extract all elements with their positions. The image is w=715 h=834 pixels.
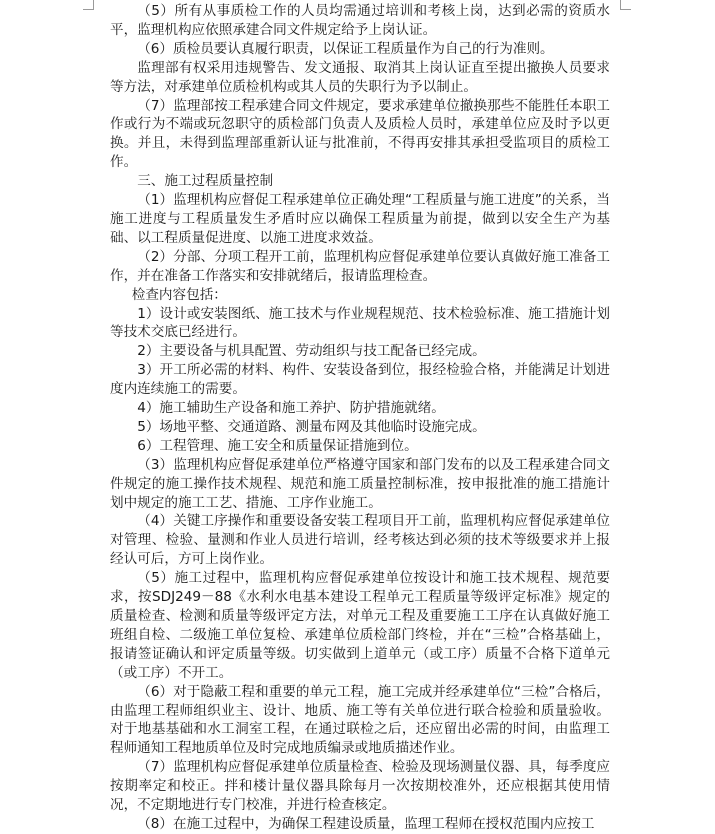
- paragraph: （1）监理机构应督促工程承建单位正确处理“工程质量与施工进度”的关系，当施工进度与工程质量发生矛盾时应以确保工程质量为前提，做到以安全生产为基础、以工程质量促进度、以施工进度求效益。: [110, 192, 610, 246]
- crop-mark: [83, 9, 94, 10]
- paragraph: 监理部有权采用违规警告、发文通报、取消其上岗认证直至提出撤换人员要求等方法，对承建单位质检机构或其人员的失职行为予以制止。: [110, 59, 610, 95]
- crop-mark: [620, 9, 631, 10]
- list-item: 5）场地平整、交通道路、测量布网及其他临时设施完成。: [137, 418, 486, 435]
- document-body: [110, 2, 610, 834]
- paragraph: （3）监理机构应督促承建单位严格遵守国家和部门发布的以及工程承建合同文件规定的施工操作技术规程、规范和施工质量控制标准，按申报批准的施工措施计划中规定的施工工艺、措施、工序作业施工。: [110, 456, 610, 511]
- paragraph: （7）监理机构应督促承建单位质量检查、检验及现场测量仪器、具，每季度应按期率定和校正。拌和楼计量仪器具除每月一次按期校准外，还应根据其使用情况，不定期地进行专门校准，并进行检查核定。: [110, 759, 610, 814]
- paragraph: 检查内容包括：: [131, 286, 227, 303]
- list-item: 6）工程管理、施工安全和质量保证措施到位。: [137, 437, 418, 454]
- paragraph: （8）在施工过程中，为确保工程建设质量，监理工程师在授权范围内应按工: [137, 815, 595, 832]
- paragraph: （6）对于隐蔽工程和重要的单元工程，施工完成并经承建单位“三检”合格后，由监理工程师组织业主、设计、地质、施工等有关单位进行联合检验和质量验收。对于地基基础和水工洞室工程，在通过联检之后，还应留出必需的时间，由监理工程师通知工程地质单位及时完成地质编录或地质描述作业。: [110, 683, 610, 757]
- paragraph: （5）所有从事质检工作的人员均需通过培训和考核上岗，达到必需的资质水平，监理机构应依照承建合同文件规定给予上岗认证。: [110, 3, 610, 38]
- paragraph: （6）质检员要认真履行职责，以保证工程质量作为自己的行为准则。: [137, 40, 554, 57]
- paragraph: （2）分部、分项工程开工前，监理机构应督促承建单位要认真做好施工准备工作，并在准备工作落实和安排就绪后，报请监理检查。: [110, 248, 610, 284]
- paragraph: （7）监理部按工程承建合同文件规定，要求承建单位撤换那些不能胜任本职工作或行为不端或玩忽职守的质检部门负责人及质检人员时，承建单位应及时予以更换。并且，未得到监理部重新认证与批准前，不得再安排其承担受监项目的质检工作。: [110, 97, 610, 171]
- section-heading: 三、施工过程质量控制: [137, 173, 274, 190]
- paragraph: （5）施工过程中，监理机构应督促承建单位按设计和施工技术规程、规范要求，按SDJ249－88《水利水电基本建设工程单元工程质量等级评定标准》规定的质量检查、检测和质量等级评定方法，对单元工程及重要施工工序在认真做好施工班组自检、二级施工单位复检、承建单位质检部门终检，并在“三检”合格基础上，报请签证确认和评定质量等级。切实做到上道单元（或工序）质量不合格下道单元（或工序）不开工。: [110, 570, 610, 681]
- paragraph: （4）关键工序操作和重要设备安装工程项目开工前，监理机构应督促承建单位对管理、检验、量测和作业人员进行培训，经考核达到必须的技术等级要求并上报经认可后，方可上岗作业。: [110, 513, 610, 568]
- list-item: 4）施工辅助生产设备和施工养护、防护措施就绪。: [137, 400, 445, 417]
- list-item: 2）主要设备与机具配置、劳动组织与技工配备已经完成。: [137, 343, 486, 360]
- list-item: 3）开工所必需的材料、构件、安装设备到位，报经检验合格，并能满足计划进度内连续施工的需要。: [110, 362, 610, 398]
- list-item: 1）设计或安装图纸、施工技术与作业规程规范、技术检验标准、施工措施计划等技术交底已经进行。: [110, 305, 610, 341]
